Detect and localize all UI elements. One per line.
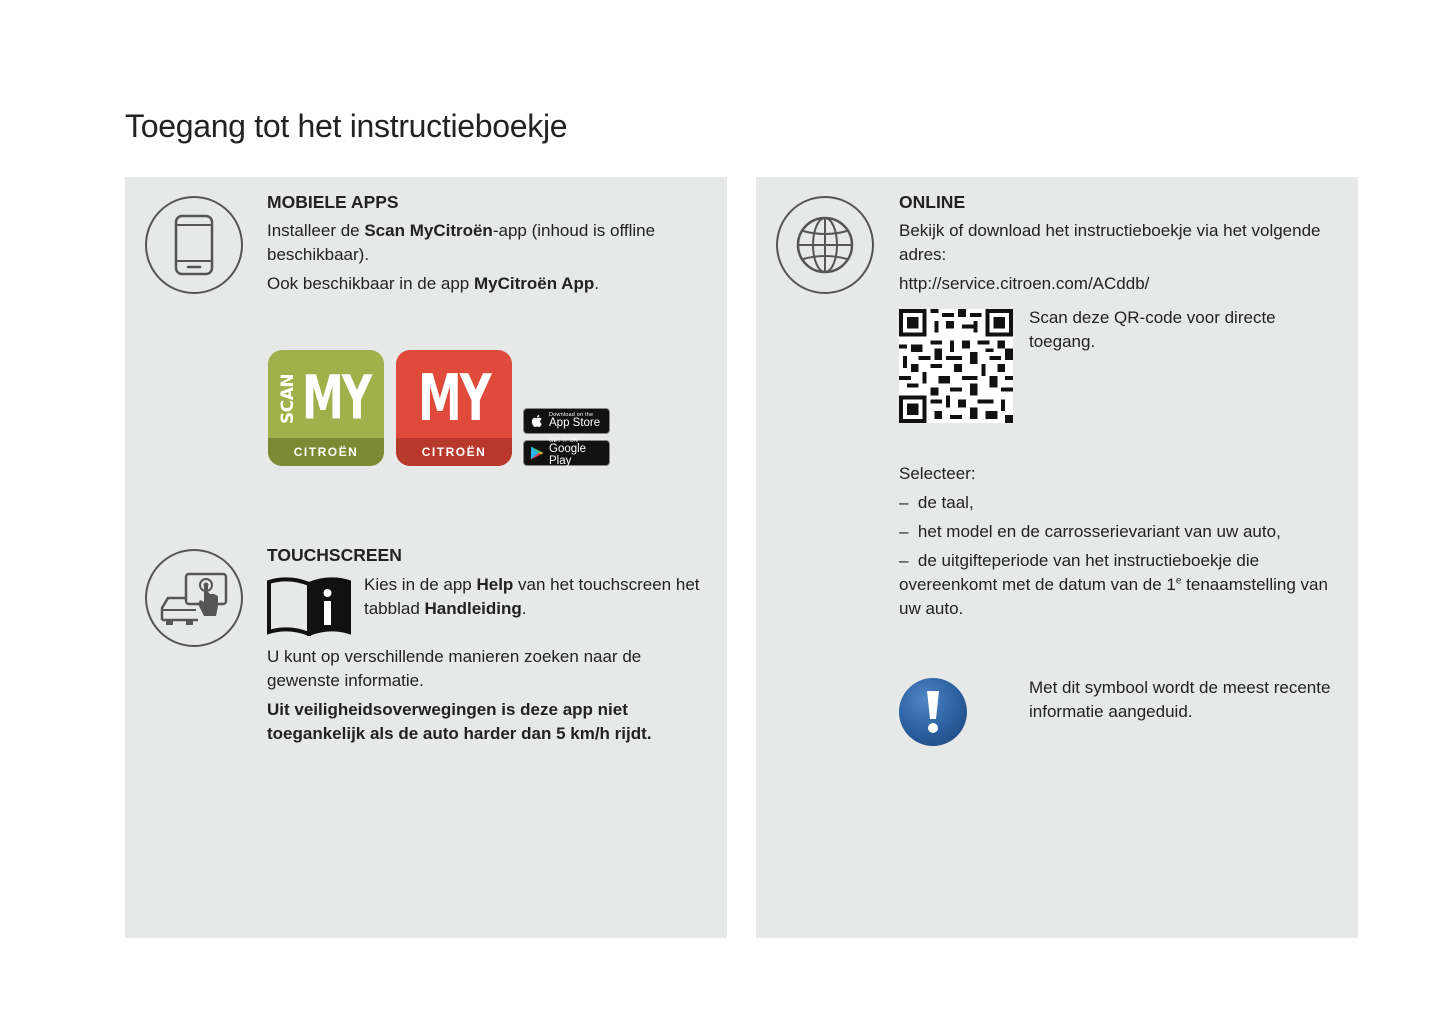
- scan-mycitroen-app-icon: [268, 350, 384, 466]
- touchscreen-safety-text: Uit veiligheidsoverwegingen is deze app niet toegankelijk als de auto harder dan 5 km/h rijdt.: [267, 700, 652, 743]
- scan-label: SCAN: [278, 373, 298, 424]
- app-store-badge[interactable]: [523, 408, 610, 434]
- google-play-big-text: Google Play: [549, 443, 587, 467]
- touchscreen-search-text: U kunt op verschillende manieren zoeken naar de gewenste informatie.: [267, 647, 642, 690]
- smartphone-icon: [145, 196, 243, 294]
- my-label: MY: [302, 362, 371, 434]
- my-label: MY: [418, 362, 490, 436]
- car-touchscreen-icon: [145, 549, 243, 647]
- list-item: – de taal,: [899, 493, 974, 512]
- globe-icon: [776, 196, 874, 294]
- list-item: – de uitgifteperiode van het instructieboekje die overeenkomt met de datum van de 1e tenaamstelling van uw auto.: [899, 551, 1328, 618]
- app-store-big-text: App Store: [549, 417, 601, 429]
- apple-icon: [529, 413, 545, 429]
- citroen-brand-label: CITROËN: [396, 438, 512, 466]
- mobile-apps-heading: MOBIELE APPS: [267, 192, 399, 212]
- touchscreen-heading: TOUCHSCREEN: [267, 545, 402, 565]
- online-heading: ONLINE: [899, 192, 966, 212]
- mobile-apps-install-text: Installeer de Scan MyCitroën-app (inhoud is offline beschikbaar).: [267, 221, 656, 264]
- touchscreen-help-text: Kies in de app Help van het touchscreen het tabblad Handleiding.: [364, 575, 700, 618]
- online-url[interactable]: http://service.citroen.com/ACddb/: [899, 274, 1150, 293]
- qr-scan-text: Scan deze QR-code voor directe toegang.: [1029, 308, 1276, 351]
- citroen-brand-label: CITROËN: [268, 438, 384, 466]
- page-title: Toegang tot het instructieboekje: [125, 108, 568, 144]
- online-download-text: Bekijk of download het instructieboekje via het volgende adres:: [899, 221, 1321, 264]
- mycitroen-app-icon: [396, 350, 512, 466]
- google-play-small-text: GET IT ON: [549, 437, 579, 444]
- google-play-icon: [529, 445, 545, 461]
- info-symbol-text: Met dit symbool wordt de meest recente informatie aangeduid.: [1029, 678, 1331, 721]
- exclamation-icon: [899, 678, 967, 746]
- list-item: – het model en de carrosserievariant van uw auto,: [899, 522, 1281, 541]
- manual-book-icon: [267, 576, 351, 636]
- app-store-small-text: Download on the: [549, 411, 594, 418]
- select-label: Selecteer:: [899, 464, 976, 483]
- google-play-badge[interactable]: [523, 437, 610, 467]
- qr-code: [899, 309, 1013, 423]
- mobile-apps-also-text: Ook beschikbaar in de app MyCitroën App.: [267, 274, 599, 293]
